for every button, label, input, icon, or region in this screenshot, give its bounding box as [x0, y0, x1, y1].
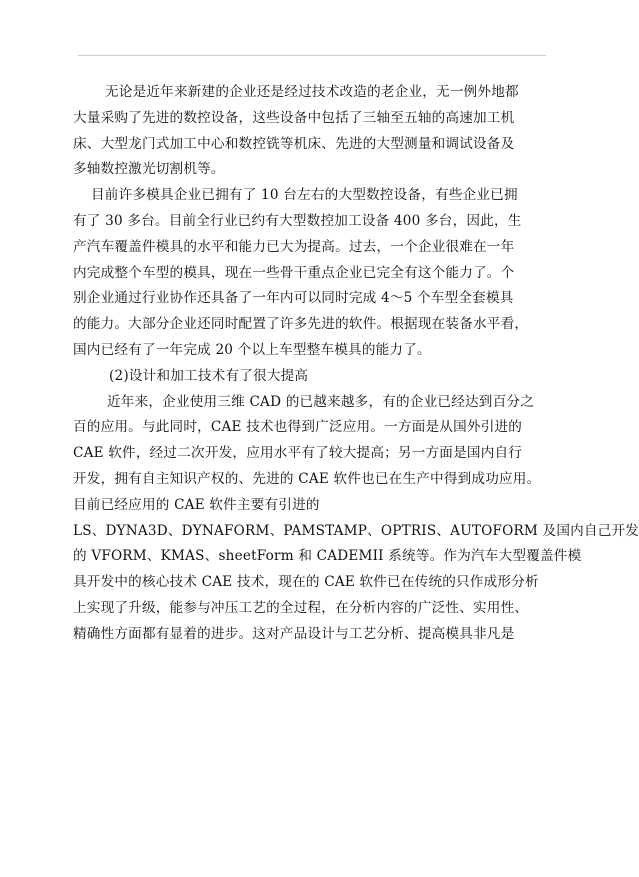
- paragraph-line: 的 VFORM、KMAS、sheetForm 和 CADEMII 系统等。作为汽车大型覆盖件模: [73, 548, 582, 565]
- paragraph-line: 有了 30 多台。目前全行业已约有大型数控加工设备 400 多台，因此，生: [73, 212, 522, 229]
- paragraph-line: 具开发中的核心技术 CAE 技术，现在的 CAE 软件已在传统的只作成形分析: [73, 574, 539, 591]
- paragraph-line: 别企业通过行业协作还具备了一年内可以同时完成 4～5 个车型全套模具: [73, 290, 514, 307]
- paragraph-line: CAE 软件，经过二次开发，应用水平有了较大提高；另一方面是国内自行: [73, 445, 523, 462]
- paragraph-line: 大量采购了先进的数控设备，这些设备中包括了三轴至五轴的高速加工机: [73, 109, 515, 126]
- paragraph-line: 床、大型龙门式加工中心和数控铣等机床、先进的大型测量和调试设备及: [73, 135, 515, 152]
- section-heading: (2)设计和加工技术有了很大提高: [109, 367, 309, 384]
- paragraph-line: LS、DYNA3D、DYNAFORM、PAMSTAMP、OPTRIS、AUTOFORM 及国内自己开发: [73, 522, 639, 539]
- paragraph-line: 目前已经应用的 CAE 软件主要有引进的: [73, 496, 320, 513]
- paragraph-line: 上实现了升级，能参与冲压工艺的全过程，在分析内容的广泛性、实用性、: [73, 599, 529, 616]
- paragraph-line: 无论是近年来新建的企业还是经过技术改造的老企业，无一例外地都: [105, 84, 519, 100]
- paragraph-line: 的能力。大部分企业还同时配置了许多先进的软件。根据现在装备水平看，: [73, 316, 529, 333]
- header-rule: [78, 55, 546, 56]
- paragraph-line: 多轴数控激光切割机等。: [73, 161, 225, 178]
- paragraph-line: 目前许多模具企业已拥有了 10 台左右的大型数控设备，有些企业已拥: [91, 187, 518, 204]
- paragraph-line: 产汽车覆盖件模具的水平和能力已大为提高。过去，一个企业很难在一年: [73, 238, 515, 255]
- paragraph-line: 内完成整个车型的模具，现在一些骨干重点企业已完全有这个能力了。个: [73, 264, 515, 281]
- paragraph-line: 百的应用。与此同时，CAE 技术也得到广泛应用。一方面是从国外引进的: [73, 419, 523, 436]
- paragraph-line: 精确性方面都有显着的进步。这对产品设计与工艺分析、提高模具非凡是: [73, 625, 515, 642]
- paragraph-line: 国内已经有了一年完成 20 个以上车型整车模具的能力了。: [73, 341, 431, 358]
- paragraph-line: 开发，拥有自主知识产权的、先进的 CAE 软件也已在生产中得到成功应用。: [73, 470, 541, 487]
- paragraph-line: 近年来，企业使用三维 CAD 的已越来越多，有的企业已经达到百分之: [107, 393, 534, 410]
- document-body: [73, 80, 639, 648]
